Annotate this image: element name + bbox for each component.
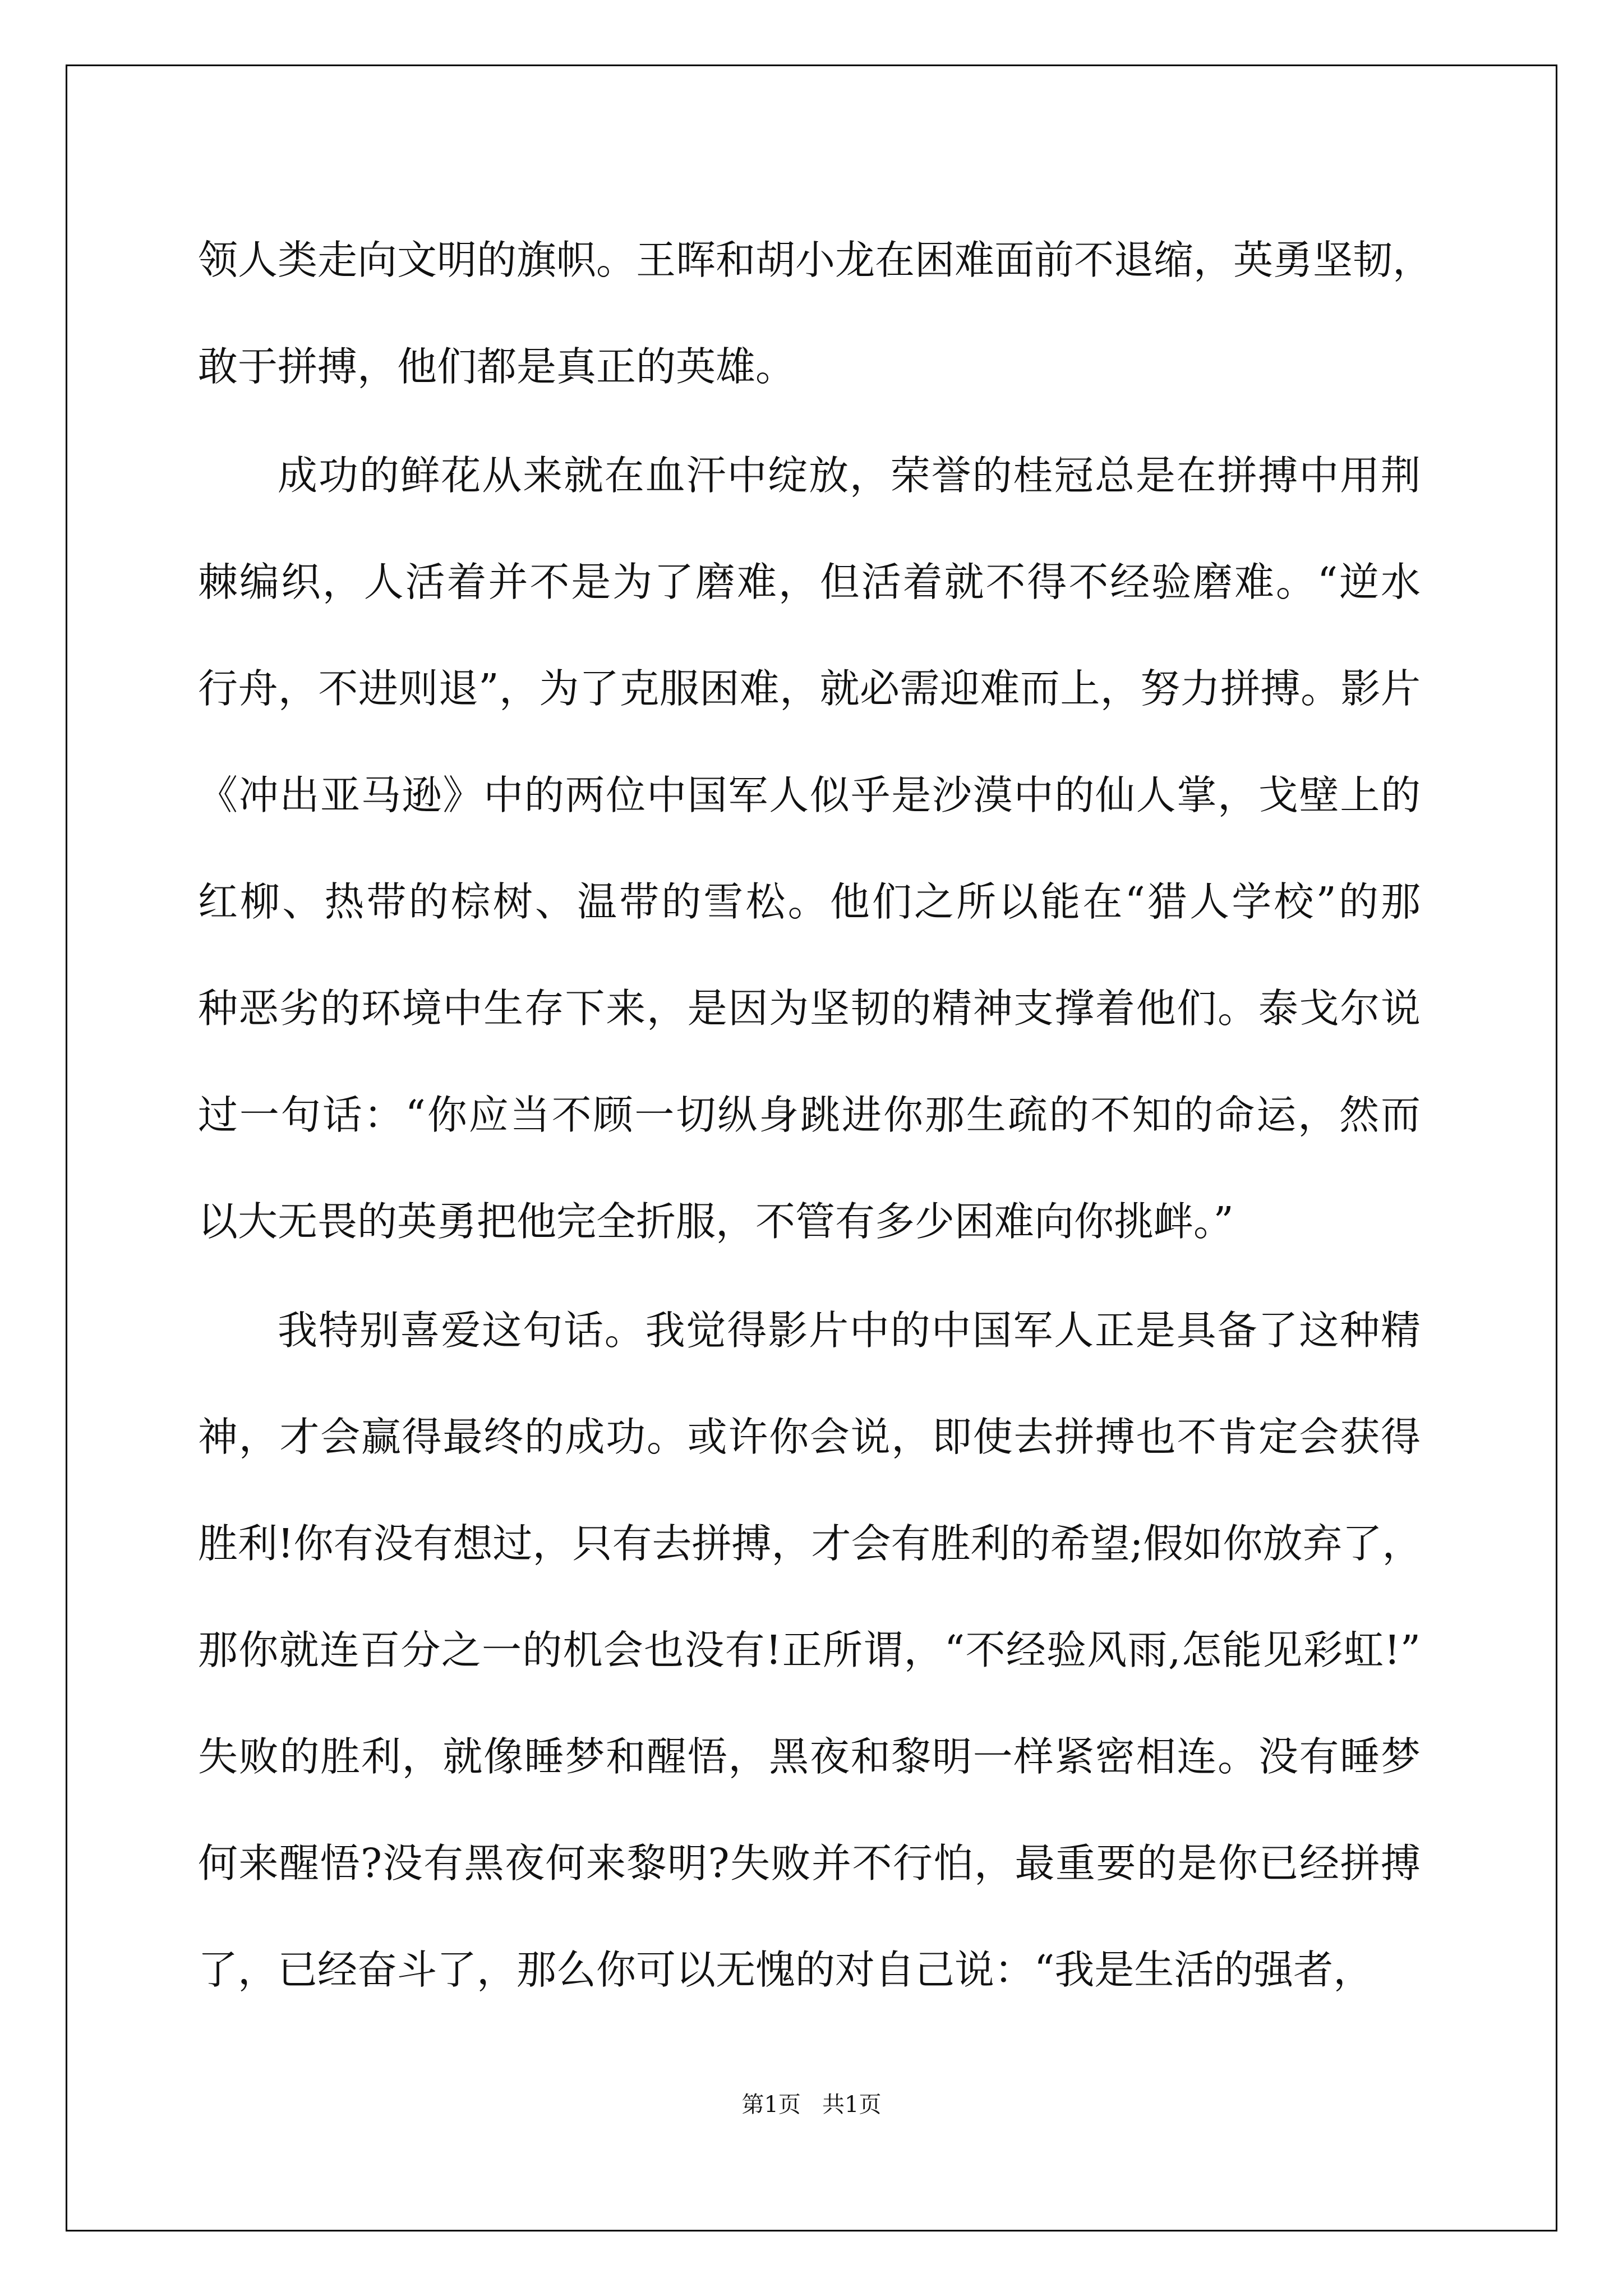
text-line: 领人类走向文明的旗帜。王晖和胡小龙在困难面前不退缩，英勇坚韧， [198, 237, 1433, 283]
text-line: 种恶劣的环境中生存下来，是因为坚韧的精神支撑着他们。泰戈尔说 [198, 985, 1421, 1032]
text-line: 神，才会赢得最终的成功。或许你会说，即使去拼搏也不肯定会获得 [198, 1414, 1421, 1460]
text-line: 成功的鲜花从来就在血汗中绽放，荣誉的桂冠总是在拼搏中用荆 [278, 452, 1421, 499]
text-line: 过一句话：“你应当不顾一切纵身跳进你那生疏的不知的命运，然而 [198, 1092, 1421, 1138]
paragraph [198, 207, 1433, 420]
text-line: 《冲出亚马逊》中的两位中国军人似乎是沙漠中的仙人掌，戈壁上的 [198, 772, 1421, 818]
page-footer: 第1页 共1页 [741, 2092, 882, 2118]
text-line: 棘编织，人活着并不是为了磨难，但活着就不得不经验磨难。“逆水 [198, 559, 1421, 605]
text-line: 了，已经奋斗了，那么你可以无愧的对自己说：“我是生活的强者， [198, 1947, 1373, 1993]
text-line: 我特别喜爱这句话。我觉得影片中的中国军人正是具备了这种精 [278, 1307, 1421, 1354]
text-line: 红柳、热带的棕树、温带的雪松。他们之所以能在“猎人学校”的那 [198, 878, 1421, 925]
paragraph [198, 1277, 1421, 2023]
text-line: 胜利!你有没有想过，只有去拼搏，才会有胜利的希望;假如你放弃了， [198, 1520, 1422, 1567]
document-body [198, 207, 1433, 2026]
paragraph [198, 422, 1421, 1275]
text-line: 行舟，不进则退”，为了克服困难，就必需迎难而上，努力拼搏。影片 [198, 665, 1421, 712]
text-line: 那你就连百分之一的机会也没有!正所谓，“不经验风雨,怎能见彩虹!” [198, 1627, 1421, 1673]
text-line: 失败的胜利，就像睡梦和醒悟，黑夜和黎明一样紧密相连。没有睡梦 [198, 1733, 1421, 1780]
text-line: 何来醒悟?没有黑夜何来黎明?失败并不行怕，最重要的是你已经拼搏 [198, 1840, 1421, 1887]
text-line: 以大无畏的英勇把他完全折服，不管有多少困难向你挑衅。” [198, 1198, 1234, 1245]
text-line: 敢于拼搏，他们都是真正的英雄。 [198, 343, 796, 390]
